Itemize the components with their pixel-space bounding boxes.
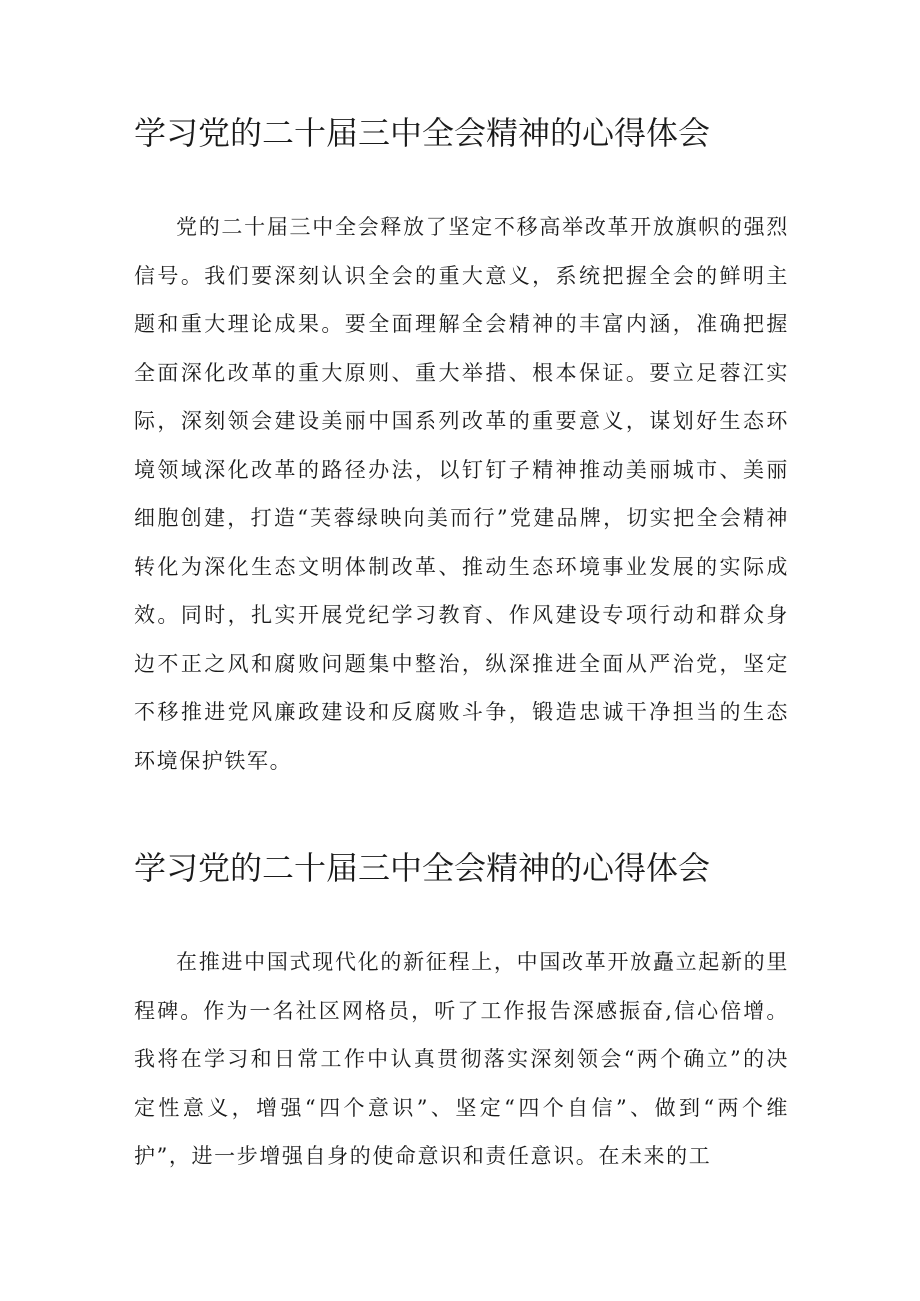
article-section-2 <box>134 843 789 1181</box>
article-paragraph-2: 在推进中国式现代化的新征程上，中国改革开放矗立起新的里程碑。作为一名社区网格员，听了工作报告深感振奋,信心倍增。我将在学习和日常工作中认真贯彻落实深刻领会“两个确立”的决定性意义，增强“四个意识”、坚定“四个自信”、做到“两个维护”，进一步增强自身的使命意识和责任意识。在未来的工 <box>134 950 789 1168</box>
article-section-1 <box>134 108 789 785</box>
article-title-2: 学习党的二十届三中全会精神的心得体会 <box>134 849 711 887</box>
article-paragraph-1: 党的二十届三中全会释放了坚定不移高举改革开放旗帜的强烈信号。我们要深刻认识全会的重大意义，系统把握全会的鲜明主题和重大理论成果。要全面理解全会精神的丰富内涵，准确把握全面深化改革的重大原则、重大举措、根本保证。要立足蓉江实际，深刻领会建设美丽中国系列改革的重要意义，谋划好生态环境领域深化改革的路径办法，以钉钉子精神推动美丽城市、美丽细胞创建，打造“芙蓉绿映向美而行”党建品牌，切实把全会精神转化为深化生态文明体制改革、推动生态环境事业发展的实际成效。同时，扎实开展党纪学习教育、作风建设专项行动和群众身边不正之风和腐败问题集中整治，纵深推进全面从严治党，坚定不移推进党风廉政建设和反腐败斗争，锻造忠诚干净担当的生态环境保护铁军。 <box>134 215 789 773</box>
article-title-1: 学习党的二十届三中全会精神的心得体会 <box>134 114 711 152</box>
